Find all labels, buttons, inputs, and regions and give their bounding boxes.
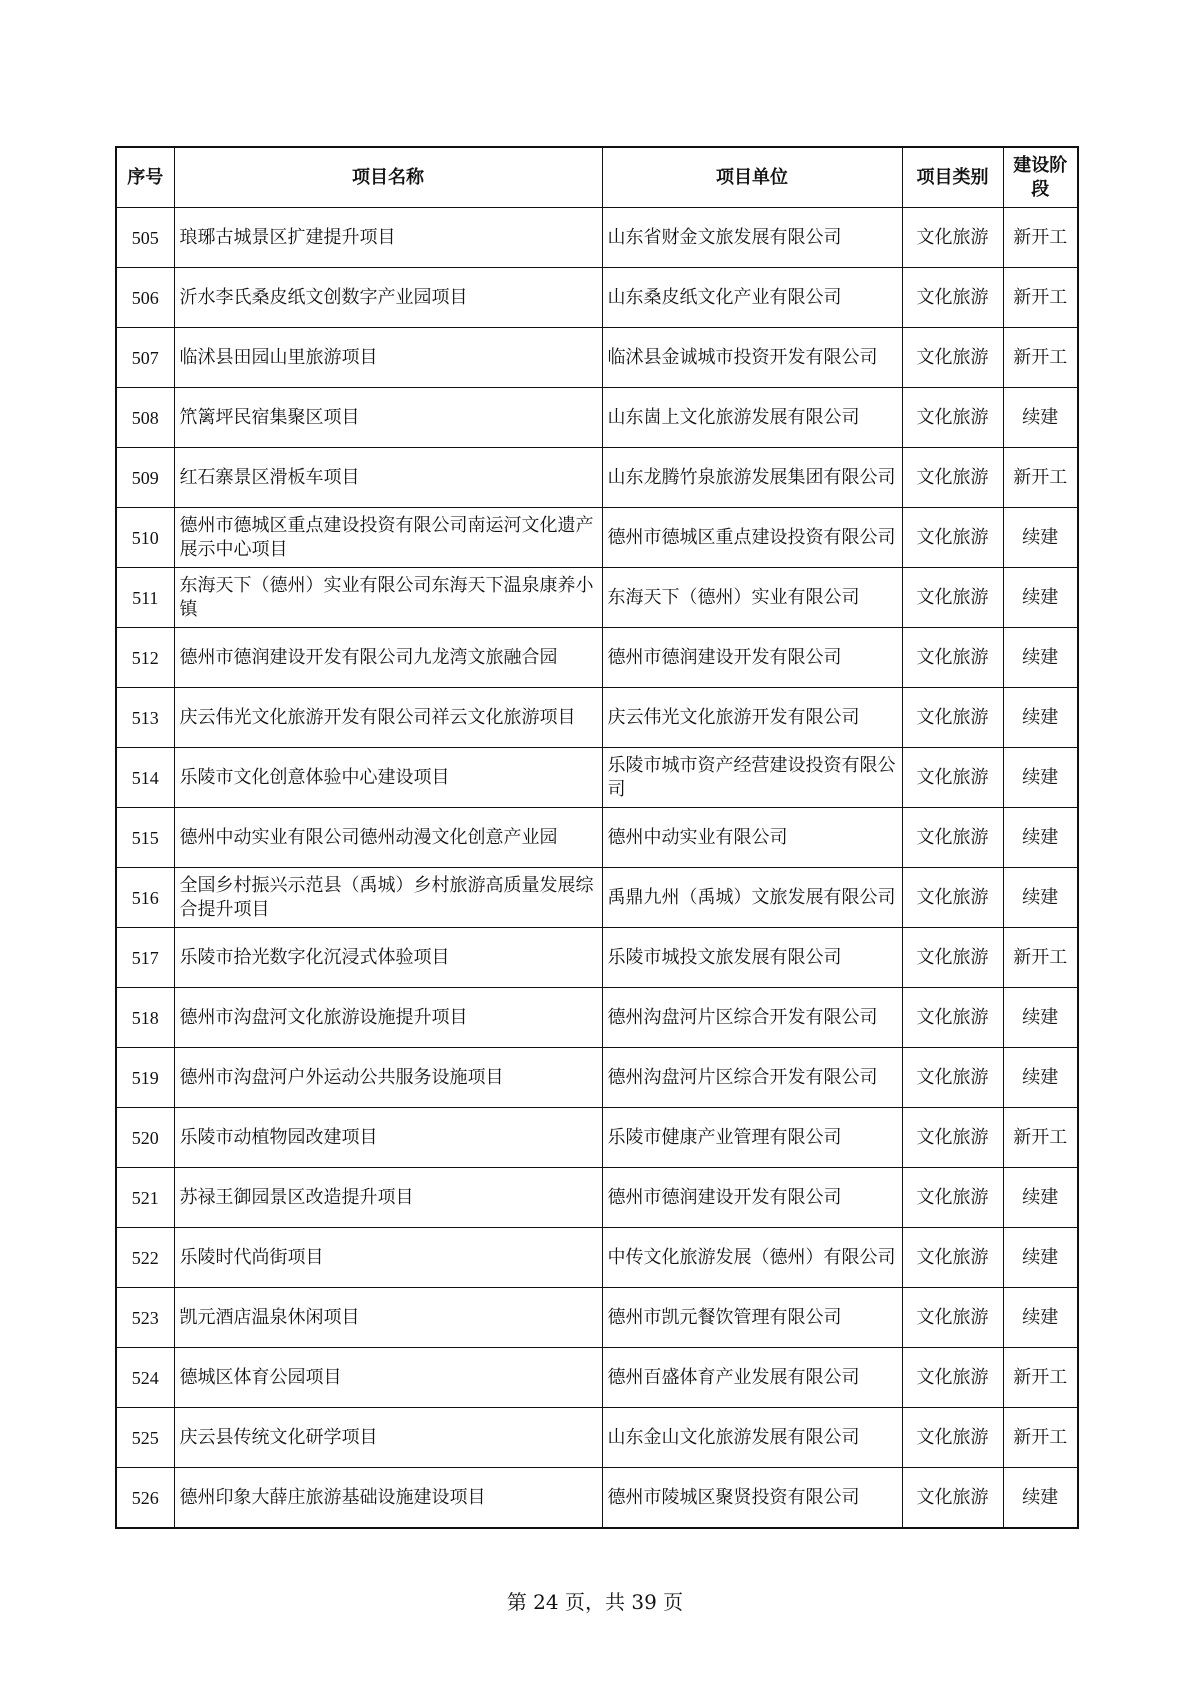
row-project-unit: 山东桑皮纸文化产业有限公司 bbox=[602, 268, 902, 328]
row-project-unit: 德州中动实业有限公司 bbox=[602, 808, 902, 868]
table-row bbox=[116, 988, 1078, 1048]
row-project-name: 庆云伟光文化旅游开发有限公司祥云文化旅游项目 bbox=[174, 688, 602, 748]
row-project-category: 文化旅游 bbox=[902, 328, 1003, 388]
row-index: 526 bbox=[116, 1468, 174, 1529]
row-index: 505 bbox=[116, 208, 174, 268]
row-project-category: 文化旅游 bbox=[902, 568, 1003, 628]
row-project-unit: 德州沟盘河片区综合开发有限公司 bbox=[602, 988, 902, 1048]
table-row bbox=[116, 628, 1078, 688]
row-index: 517 bbox=[116, 928, 174, 988]
table-row bbox=[116, 1288, 1078, 1348]
projects-table bbox=[115, 146, 1079, 1529]
row-index: 518 bbox=[116, 988, 174, 1048]
row-construction-stage: 新开工 bbox=[1003, 1348, 1078, 1408]
row-construction-stage: 续建 bbox=[1003, 1228, 1078, 1288]
table-row bbox=[116, 568, 1078, 628]
header-project-name: 项目名称 bbox=[174, 147, 602, 208]
row-construction-stage: 新开工 bbox=[1003, 1408, 1078, 1468]
table-header-row bbox=[116, 147, 1078, 208]
row-index: 515 bbox=[116, 808, 174, 868]
row-construction-stage: 续建 bbox=[1003, 568, 1078, 628]
row-project-name: 德州市德润建设开发有限公司九龙湾文旅融合园 bbox=[174, 628, 602, 688]
header-project-unit: 项目单位 bbox=[602, 147, 902, 208]
row-project-name: 德州市德城区重点建设投资有限公司南运河文化遗产展示中心项目 bbox=[174, 508, 602, 568]
row-project-name: 德州中动实业有限公司德州动漫文化创意产业园 bbox=[174, 808, 602, 868]
row-project-unit: 中传文化旅游发展（德州）有限公司 bbox=[602, 1228, 902, 1288]
row-project-category: 文化旅游 bbox=[902, 1408, 1003, 1468]
row-project-name: 临沭县田园山里旅游项目 bbox=[174, 328, 602, 388]
row-construction-stage: 续建 bbox=[1003, 1468, 1078, 1529]
row-project-name: 东海天下（德州）实业有限公司东海天下温泉康养小镇 bbox=[174, 568, 602, 628]
row-project-name: 苏禄王御园景区改造提升项目 bbox=[174, 1168, 602, 1228]
row-project-name: 德州市沟盘河户外运动公共服务设施项目 bbox=[174, 1048, 602, 1108]
row-project-name: 庆云县传统文化研学项目 bbox=[174, 1408, 602, 1468]
row-index: 506 bbox=[116, 268, 174, 328]
table-body bbox=[116, 208, 1078, 1529]
row-project-name: 沂水李氏桑皮纸文创数字产业园项目 bbox=[174, 268, 602, 328]
row-construction-stage: 续建 bbox=[1003, 1168, 1078, 1228]
row-index: 519 bbox=[116, 1048, 174, 1108]
row-project-category: 文化旅游 bbox=[902, 1048, 1003, 1108]
row-project-category: 文化旅游 bbox=[902, 1108, 1003, 1168]
table-row bbox=[116, 928, 1078, 988]
table-row bbox=[116, 268, 1078, 328]
row-index: 509 bbox=[116, 448, 174, 508]
row-index: 516 bbox=[116, 868, 174, 928]
row-index: 521 bbox=[116, 1168, 174, 1228]
row-index: 508 bbox=[116, 388, 174, 448]
row-project-category: 文化旅游 bbox=[902, 1228, 1003, 1288]
table-row bbox=[116, 808, 1078, 868]
row-index: 511 bbox=[116, 568, 174, 628]
row-construction-stage: 续建 bbox=[1003, 388, 1078, 448]
row-project-name: 乐陵时代尚街项目 bbox=[174, 1228, 602, 1288]
row-index: 507 bbox=[116, 328, 174, 388]
table-row bbox=[116, 208, 1078, 268]
row-construction-stage: 续建 bbox=[1003, 988, 1078, 1048]
row-index: 513 bbox=[116, 688, 174, 748]
table-row bbox=[116, 748, 1078, 808]
row-project-unit: 乐陵市城投文旅发展有限公司 bbox=[602, 928, 902, 988]
row-project-name: 乐陵市拾光数字化沉浸式体验项目 bbox=[174, 928, 602, 988]
row-construction-stage: 续建 bbox=[1003, 688, 1078, 748]
row-project-name: 乐陵市动植物园改建项目 bbox=[174, 1108, 602, 1168]
table-row bbox=[116, 1168, 1078, 1228]
row-index: 522 bbox=[116, 1228, 174, 1288]
row-project-category: 文化旅游 bbox=[902, 628, 1003, 688]
row-construction-stage: 新开工 bbox=[1003, 208, 1078, 268]
table-row bbox=[116, 448, 1078, 508]
row-construction-stage: 续建 bbox=[1003, 508, 1078, 568]
row-project-unit: 山东龙腾竹泉旅游发展集团有限公司 bbox=[602, 448, 902, 508]
row-project-unit: 德州市陵城区聚贤投资有限公司 bbox=[602, 1468, 902, 1529]
row-project-name: 全国乡村振兴示范县（禹城）乡村旅游高质量发展综合提升项目 bbox=[174, 868, 602, 928]
row-project-category: 文化旅游 bbox=[902, 688, 1003, 748]
row-index: 523 bbox=[116, 1288, 174, 1348]
row-construction-stage: 续建 bbox=[1003, 748, 1078, 808]
table-row bbox=[116, 328, 1078, 388]
row-project-category: 文化旅游 bbox=[902, 988, 1003, 1048]
row-index: 512 bbox=[116, 628, 174, 688]
row-project-category: 文化旅游 bbox=[902, 508, 1003, 568]
table-row bbox=[116, 868, 1078, 928]
row-project-category: 文化旅游 bbox=[902, 748, 1003, 808]
row-index: 524 bbox=[116, 1348, 174, 1408]
table-row bbox=[116, 1048, 1078, 1108]
row-project-unit: 东海天下（德州）实业有限公司 bbox=[602, 568, 902, 628]
row-project-unit: 德州沟盘河片区综合开发有限公司 bbox=[602, 1048, 902, 1108]
row-index: 520 bbox=[116, 1108, 174, 1168]
row-construction-stage: 新开工 bbox=[1003, 1108, 1078, 1168]
row-project-category: 文化旅游 bbox=[902, 1468, 1003, 1529]
row-construction-stage: 新开工 bbox=[1003, 928, 1078, 988]
row-project-name: 乐陵市文化创意体验中心建设项目 bbox=[174, 748, 602, 808]
row-project-name: 琅琊古城景区扩建提升项目 bbox=[174, 208, 602, 268]
row-project-name: 德州印象大薛庄旅游基础设施建设项目 bbox=[174, 1468, 602, 1529]
header-index: 序号 bbox=[116, 147, 174, 208]
row-project-unit: 德州市德润建设开发有限公司 bbox=[602, 1168, 902, 1228]
row-project-name: 德城区体育公园项目 bbox=[174, 1348, 602, 1408]
row-project-unit: 山东崮上文化旅游发展有限公司 bbox=[602, 388, 902, 448]
row-project-category: 文化旅游 bbox=[902, 808, 1003, 868]
row-project-unit: 乐陵市城市资产经营建设投资有限公司 bbox=[602, 748, 902, 808]
row-project-name: 红石寨景区滑板车项目 bbox=[174, 448, 602, 508]
row-index: 514 bbox=[116, 748, 174, 808]
table-row bbox=[116, 1228, 1078, 1288]
row-construction-stage: 续建 bbox=[1003, 1048, 1078, 1108]
table-row bbox=[116, 1468, 1078, 1529]
row-construction-stage: 新开工 bbox=[1003, 448, 1078, 508]
row-project-unit: 德州百盛体育产业发展有限公司 bbox=[602, 1348, 902, 1408]
table-row bbox=[116, 508, 1078, 568]
table-row bbox=[116, 1108, 1078, 1168]
row-project-unit: 德州市凯元餐饮管理有限公司 bbox=[602, 1288, 902, 1348]
row-project-unit: 山东省财金文旅发展有限公司 bbox=[602, 208, 902, 268]
row-project-category: 文化旅游 bbox=[902, 1288, 1003, 1348]
row-index: 525 bbox=[116, 1408, 174, 1468]
row-index: 510 bbox=[116, 508, 174, 568]
row-project-name: 凯元酒店温泉休闲项目 bbox=[174, 1288, 602, 1348]
row-project-category: 文化旅游 bbox=[902, 1348, 1003, 1408]
table-row bbox=[116, 688, 1078, 748]
row-construction-stage: 新开工 bbox=[1003, 328, 1078, 388]
row-construction-stage: 续建 bbox=[1003, 868, 1078, 928]
table-row bbox=[116, 1348, 1078, 1408]
row-project-name: 笊篱坪民宿集聚区项目 bbox=[174, 388, 602, 448]
row-project-unit: 临沭县金诚城市投资开发有限公司 bbox=[602, 328, 902, 388]
table-row bbox=[116, 1408, 1078, 1468]
row-project-unit: 乐陵市健康产业管理有限公司 bbox=[602, 1108, 902, 1168]
row-project-unit: 庆云伟光文化旅游开发有限公司 bbox=[602, 688, 902, 748]
row-project-category: 文化旅游 bbox=[902, 868, 1003, 928]
row-construction-stage: 新开工 bbox=[1003, 268, 1078, 328]
row-project-category: 文化旅游 bbox=[902, 1168, 1003, 1228]
row-project-unit: 禹鼎九州（禹城）文旅发展有限公司 bbox=[602, 868, 902, 928]
row-construction-stage: 续建 bbox=[1003, 628, 1078, 688]
header-construction-stage: 建设阶段 bbox=[1003, 147, 1078, 208]
page-number: 第 24 页，共 39 页 bbox=[506, 1590, 684, 1614]
row-project-category: 文化旅游 bbox=[902, 448, 1003, 508]
row-project-category: 文化旅游 bbox=[902, 388, 1003, 448]
row-project-category: 文化旅游 bbox=[902, 268, 1003, 328]
row-project-category: 文化旅游 bbox=[902, 928, 1003, 988]
row-project-unit: 山东金山文化旅游发展有限公司 bbox=[602, 1408, 902, 1468]
row-project-name: 德州市沟盘河文化旅游设施提升项目 bbox=[174, 988, 602, 1048]
row-construction-stage: 续建 bbox=[1003, 1288, 1078, 1348]
row-project-unit: 德州市德润建设开发有限公司 bbox=[602, 628, 902, 688]
row-construction-stage: 续建 bbox=[1003, 808, 1078, 868]
header-project-category: 项目类别 bbox=[902, 147, 1003, 208]
row-project-category: 文化旅游 bbox=[902, 208, 1003, 268]
row-project-unit: 德州市德城区重点建设投资有限公司 bbox=[602, 508, 902, 568]
table-row bbox=[116, 388, 1078, 448]
